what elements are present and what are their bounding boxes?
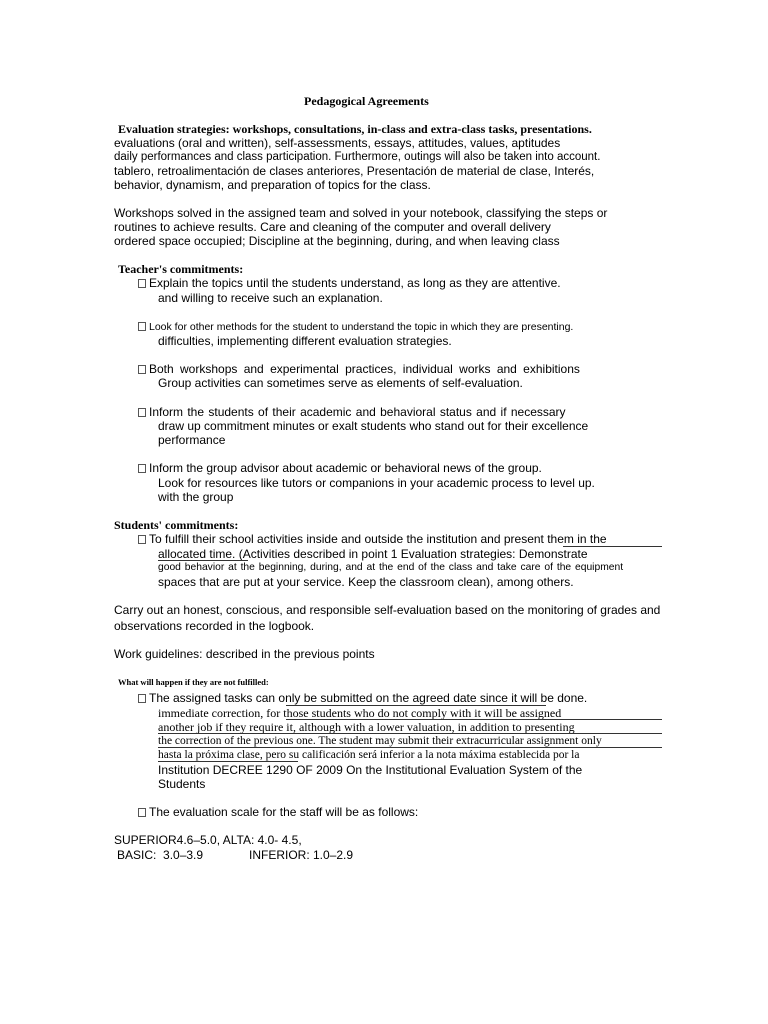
not-fulfilled-heading: What will happen if they are not fulfilled: — [118, 677, 269, 687]
not-fulfilled-continuation: Institution DECREE 1290 OF 2009 On the Institutional Evaluation System of the — [158, 763, 583, 777]
scale-superior-alta: SUPERIOR4.6–5.0, ALTA: 4.0- 4.5, — [114, 833, 302, 847]
teacher-item — [138, 276, 561, 290]
scale-item-text: The evaluation scale for the staff will be as follows: — [149, 805, 419, 819]
evaluation-line: evaluations (oral and written), self-assessments, essays, attitudes, values, aptitudes — [114, 136, 561, 150]
teacher-item-continuation: Group activities can sometimes serve as elements of self-evaluation. — [158, 376, 523, 390]
scale-inferior: INFERIOR: 1.0–2.9 — [249, 848, 354, 862]
checkbox-icon — [138, 279, 146, 288]
checkbox-icon — [138, 365, 146, 374]
teacher-item-text: Look for other methods for the student to understand the topic in which they are presenting. — [149, 321, 574, 333]
workshop-line: ordered space occupied; Discipline at the beginning, during, and when leaving class — [114, 234, 560, 248]
evaluation-line: tablero, retroalimentación de clases anteriores, Presentación de material de clase, Interés, — [114, 164, 595, 178]
not-fulfilled-item — [138, 691, 587, 705]
not-fulfilled-item-text: The assigned tasks can only be submitted on the agreed date since it will be done. — [149, 691, 588, 705]
teacher-item-text: Inform the students of their academic and behavioral status and if necessary — [149, 405, 566, 419]
checkbox-icon — [138, 808, 146, 817]
teacher-item-continuation: performance — [158, 433, 226, 447]
teacher-item — [138, 461, 542, 475]
not-fulfilled-continuation: hasta la próxima clase, pero su calificación será inferior a la nota máxima establecida por la — [158, 749, 580, 761]
students-heading: Students' commitments: — [114, 518, 239, 532]
students-item-continuation: allocated time. (Activities described in point 1 Evaluation strategies: Demonstrate — [158, 547, 588, 561]
teacher-item-continuation: draw up commitment minutes or exalt students who stand out for their excellence — [158, 419, 589, 433]
workshop-line: Workshops solved in the assigned team and solved in your notebook, classifying the steps or — [114, 206, 608, 220]
teacher-heading: Teacher's commitments: — [118, 262, 244, 276]
teacher-item-continuation: and willing to receive such an explanation. — [158, 291, 383, 305]
checkbox-icon — [138, 464, 146, 473]
teacher-item — [138, 362, 580, 376]
teacher-item-text: Explain the topics until the students understand, as long as they are attentive. — [149, 276, 561, 290]
not-fulfilled-continuation: immediate correction, for those students who do not comply with it will be assigned — [158, 706, 562, 720]
self-eval-line: observations recorded in the logbook. — [114, 619, 315, 633]
teacher-item-text: Both workshops and experimental practices, individual works and exhibitions — [149, 362, 580, 376]
scale-basic: BASIC: 3.0–3.9 — [117, 848, 204, 862]
evaluation-line: behavior, dynamism, and preparation of topics for the class. — [114, 178, 431, 192]
underline — [158, 761, 298, 762]
not-fulfilled-continuation: Students — [158, 777, 206, 791]
students-item-text: To fulfill their school activities inside and outside the institution and present them in the — [149, 532, 607, 546]
teacher-item — [138, 320, 573, 334]
checkbox-icon — [138, 694, 146, 703]
teacher-item — [138, 405, 566, 419]
self-eval-line: Carry out an honest, conscious, and responsible self-evaluation based on the monitoring of grades and — [114, 603, 661, 617]
guidelines-text: Work guidelines: described in the previous points — [114, 647, 375, 661]
teacher-item-continuation: Look for resources like tutors or companions in your academic process to level up. — [158, 476, 595, 490]
workshop-line: routines to achieve results. Care and cleaning of the computer and overall delivery — [114, 220, 551, 234]
checkbox-icon — [138, 408, 146, 417]
teacher-item-continuation: with the group — [158, 490, 234, 504]
checkbox-icon — [138, 322, 146, 331]
scale-item — [138, 805, 418, 819]
evaluation-heading: Evaluation strategies: workshops, consultations, in-class and extra-class tasks, presentations. — [118, 122, 592, 136]
document-title: Pedagogical Agreements — [304, 94, 429, 108]
teacher-item-continuation: difficulties, implementing different evaluation strategies. — [158, 334, 452, 348]
not-fulfilled-continuation: the correction of the previous one. The student may submit their extracurricular assignment only — [158, 735, 602, 747]
students-item — [138, 532, 607, 546]
not-fulfilled-continuation: another job if they require it, although with a lower valuation, in addition to presenting — [158, 720, 575, 734]
checkbox-icon — [138, 535, 146, 544]
students-item-continuation: spaces that are put at your service. Keep the classroom clean), among others. — [158, 575, 574, 589]
evaluation-line: daily performances and class participation. Furthermore, outings will also be taken into account. — [114, 151, 601, 163]
teacher-item-text: Inform the group advisor about academic or behavioral news of the group. — [149, 461, 542, 475]
students-item-continuation: good behavior at the beginning, during, and at the end of the class and take care of the equipment — [158, 562, 624, 573]
